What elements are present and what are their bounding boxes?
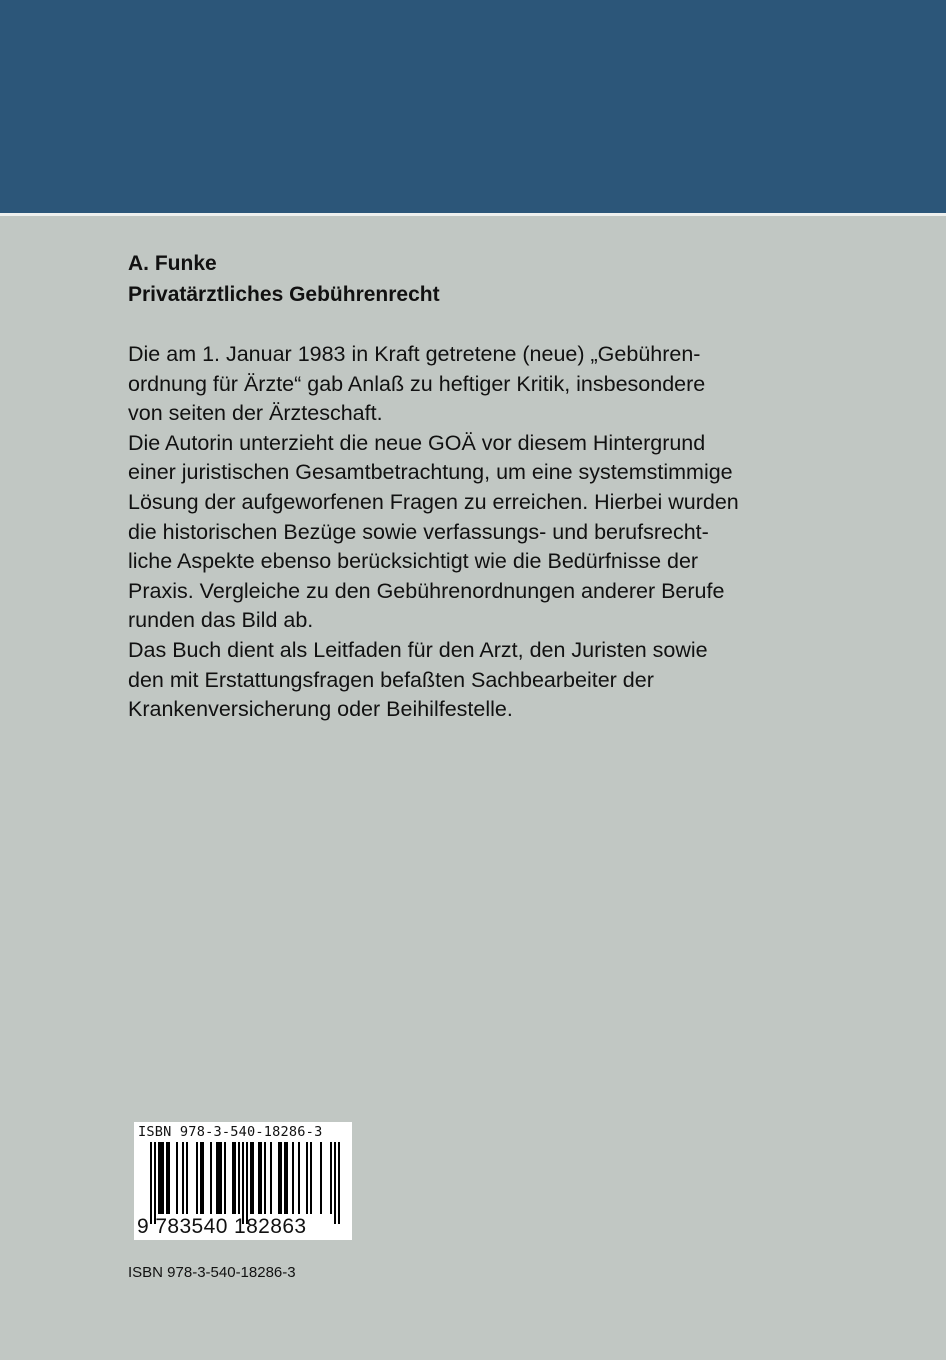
- barcode-bar: [176, 1142, 178, 1214]
- barcode: [134, 1122, 352, 1240]
- barcode-bar: [320, 1142, 322, 1214]
- barcode-bar: [210, 1142, 212, 1214]
- blurb-line: ordnung für Ärzte“ gab Anlaß zu heftiger Kritik, insbesondere: [128, 371, 706, 396]
- barcode-bar: [158, 1142, 160, 1214]
- barcode-bar: [160, 1142, 162, 1214]
- blurb-line: Das Buch dient als Leitfaden für den Arzt, den Juristen sowie: [128, 637, 708, 662]
- author-name: A. Funke: [128, 252, 217, 275]
- barcode-bar: [260, 1142, 262, 1214]
- barcode-bar: [298, 1142, 300, 1214]
- barcode-bar: [286, 1142, 288, 1214]
- blurb-line: runden das Bild ab.: [128, 608, 314, 633]
- barcode-bar: [246, 1142, 248, 1224]
- barcode-bar: [186, 1142, 188, 1214]
- band-divider: [0, 213, 946, 216]
- barcode-bar: [196, 1142, 198, 1214]
- blurb-line: Praxis. Vergleiche zu den Gebührenordnungen anderer Berufe: [128, 578, 725, 603]
- blurb-line: liche Aspekte ebenso berücksichtigt wie die Bedürfnisse der: [128, 549, 699, 574]
- barcode-bar: [258, 1142, 260, 1214]
- blurb-line: Die am 1. Januar 1983 in Kraft getretene (neue) „Gebühren-: [128, 342, 701, 366]
- barcode-bar: [250, 1142, 252, 1214]
- barcode-bar: [232, 1142, 234, 1214]
- barcode-bar: [224, 1142, 226, 1214]
- blurb-line: Krankenversicherung oder Beihilfestelle.: [128, 697, 513, 722]
- barcode-bar: [284, 1142, 286, 1214]
- barcode-bar: [162, 1142, 164, 1214]
- blurb-line: Die Autorin unterzieht die neue GOÄ vor diesem Hintergrund: [128, 430, 706, 455]
- barcode-bar: [168, 1142, 170, 1214]
- barcode-bar: [220, 1142, 222, 1214]
- barcode-digits: 9 783540 182863: [137, 1215, 307, 1238]
- barcode-bar: [280, 1142, 282, 1214]
- barcode-bar: [338, 1142, 340, 1224]
- barcode-bar: [306, 1142, 308, 1214]
- barcode-bar: [202, 1142, 204, 1214]
- barcode-bar: [234, 1142, 236, 1214]
- barcode-bar: [238, 1142, 240, 1214]
- blurb-line: Lösung der aufgeworfenen Fragen zu erreichen. Hierbei wurden: [128, 489, 739, 514]
- isbn-footer: ISBN 978-3-540-18286-3: [128, 1264, 296, 1281]
- barcode-bar: [310, 1142, 312, 1214]
- barcode-bar: [242, 1142, 244, 1224]
- barcode-bar: [292, 1142, 294, 1214]
- barcode-bar: [278, 1142, 280, 1214]
- barcode-bar: [270, 1142, 272, 1214]
- book-title: Privatärztliches Gebührenrecht: [128, 283, 440, 306]
- barcode-bar: [150, 1142, 152, 1224]
- barcode-bar: [330, 1142, 332, 1214]
- blurb-line: den mit Erstattungsfragen befaßten Sachbearbeiter der: [128, 667, 654, 692]
- barcode-bar: [264, 1142, 266, 1214]
- barcode-isbn-label: ISBN 978-3-540-18286-3: [138, 1124, 323, 1140]
- barcode-bar: [200, 1142, 202, 1214]
- barcode-bar: [154, 1142, 156, 1224]
- top-color-band: [0, 0, 946, 213]
- blurb-line: von seiten der Ärzteschaft.: [128, 401, 383, 426]
- barcode-bar: [182, 1142, 184, 1214]
- blurb-text: [128, 340, 828, 725]
- blurb-line: die historischen Bezüge sowie verfassungs- und berufsrecht-: [128, 519, 709, 544]
- blurb-line: einer juristischen Gesamtbetrachtung, um eine systemstimmige: [128, 460, 733, 485]
- barcode-bar: [216, 1142, 218, 1214]
- barcode-bar: [218, 1142, 220, 1214]
- barcode-bar: [334, 1142, 336, 1224]
- barcode-bar: [166, 1142, 168, 1214]
- barcode-bar: [252, 1142, 254, 1214]
